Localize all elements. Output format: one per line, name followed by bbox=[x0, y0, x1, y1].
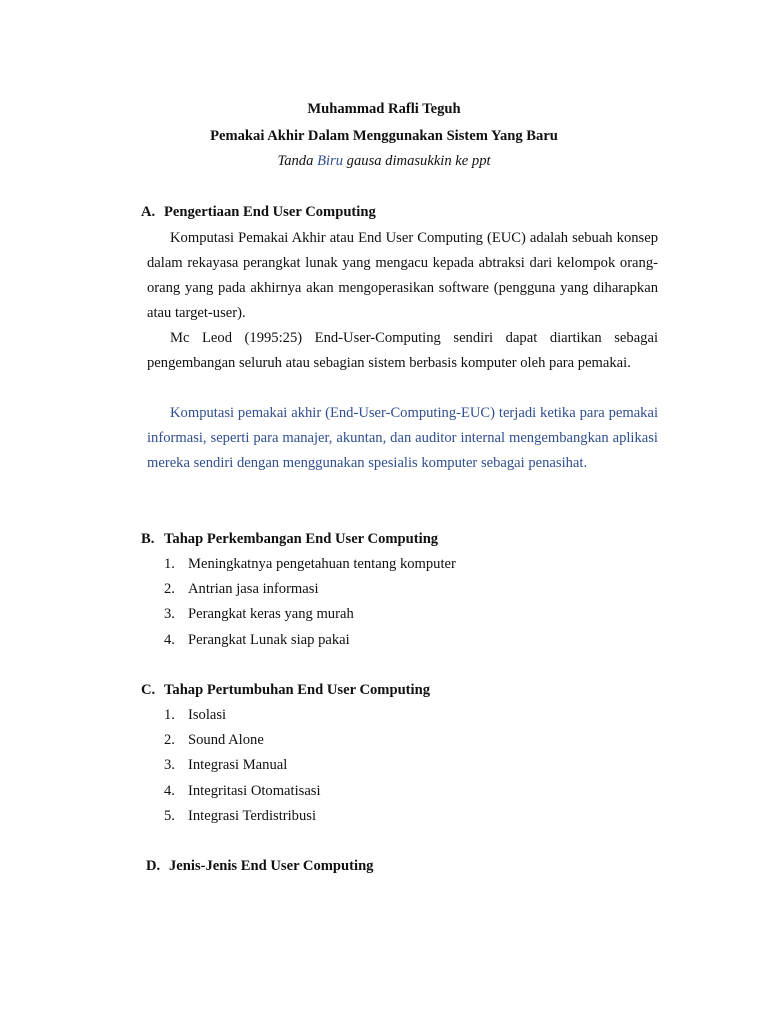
list-item-number: 2. bbox=[164, 581, 175, 598]
section-b-heading bbox=[141, 531, 438, 548]
section-a-paragraph-1: Komputasi Pemakai Akhir atau End User Computing (EUC) adalah sebuah konsep dalam rekayasa perangkat lunak yang mengacu kepada abtraksi dari kelompok orang-orang yang pada akhirnya akan mengoperasikan software (pengguna yang diharapkan atau target-user). bbox=[147, 230, 658, 322]
list-item-text: Perangkat keras yang murah bbox=[188, 606, 354, 623]
list-item bbox=[164, 703, 321, 728]
list-item-number: 3. bbox=[164, 757, 175, 774]
section-title: Jenis-Jenis End User Computing bbox=[169, 858, 374, 874]
list-item-number: 4. bbox=[164, 782, 175, 799]
list-item bbox=[164, 753, 321, 778]
list-item-number: 1. bbox=[164, 556, 175, 572]
list-item-text: Sound Alone bbox=[188, 732, 264, 749]
list-item-number: 5. bbox=[164, 807, 175, 824]
section-b-list bbox=[164, 552, 456, 653]
section-c-list bbox=[164, 703, 321, 829]
list-item-number: 3. bbox=[164, 606, 175, 623]
section-a-paragraph-3: Komputasi pemakai akhir (End-User-Computing-EUC) terjadi ketika para pemakai informasi, seperti para manajer, akuntan, dan auditor internal mengembangkan aplikasi mereka sendiri dengan menggunakan spesialis komputer sebagai penasihat. bbox=[147, 405, 658, 472]
list-item-text: Integrasi Terdistribusi bbox=[188, 807, 317, 824]
section-title: Pengertiaan End User Computing bbox=[164, 204, 376, 220]
note-text-before: Tanda bbox=[277, 153, 314, 169]
list-item-number: 2. bbox=[164, 732, 175, 749]
list-item-text: Meningkatnya pengetahuan tentang komputer bbox=[188, 556, 456, 572]
list-item bbox=[164, 602, 456, 627]
section-a-heading bbox=[141, 204, 376, 221]
author-name: Muhammad Rafli Teguh bbox=[307, 101, 461, 117]
section-letter: C. bbox=[141, 682, 156, 698]
document-subtitle: Pemakai Akhir Dalam Menggunakan Sistem Yang Baru bbox=[210, 128, 558, 144]
list-item bbox=[164, 628, 456, 653]
list-item-text: Perangkat Lunak siap pakai bbox=[188, 631, 350, 648]
list-item-text: Integritasi Otomatisasi bbox=[188, 782, 321, 799]
note-text-blue: Biru bbox=[317, 153, 344, 169]
list-item bbox=[164, 577, 456, 602]
section-letter: A. bbox=[141, 204, 156, 220]
list-item-text: Integrasi Manual bbox=[188, 757, 288, 774]
list-item-number: 4. bbox=[164, 631, 175, 648]
section-c-heading bbox=[141, 682, 430, 699]
list-item bbox=[164, 804, 321, 829]
list-item bbox=[164, 728, 321, 753]
list-item bbox=[164, 779, 321, 804]
list-item-number: 1. bbox=[164, 707, 175, 723]
list-item-text: Antrian jasa informasi bbox=[188, 581, 319, 598]
list-item bbox=[164, 552, 456, 577]
section-title: Tahap Pertumbuhan End User Computing bbox=[164, 682, 431, 698]
list-item-text: Isolasi bbox=[188, 707, 227, 723]
section-letter: B. bbox=[141, 531, 155, 547]
section-d-heading bbox=[146, 858, 373, 875]
color-note bbox=[0, 153, 768, 170]
note-text-after: gausa dimasukkin ke ppt bbox=[346, 153, 491, 169]
section-letter: D. bbox=[146, 858, 161, 874]
section-title: Tahap Perkembangan End User Computing bbox=[164, 531, 439, 547]
section-a-paragraph-2: Mc Leod (1995:25) End-User-Computing sendiri dapat diartikan sebagai pengembangan seluruh atau sebagian sistem berbasis komputer oleh para pemakai. bbox=[147, 330, 658, 372]
